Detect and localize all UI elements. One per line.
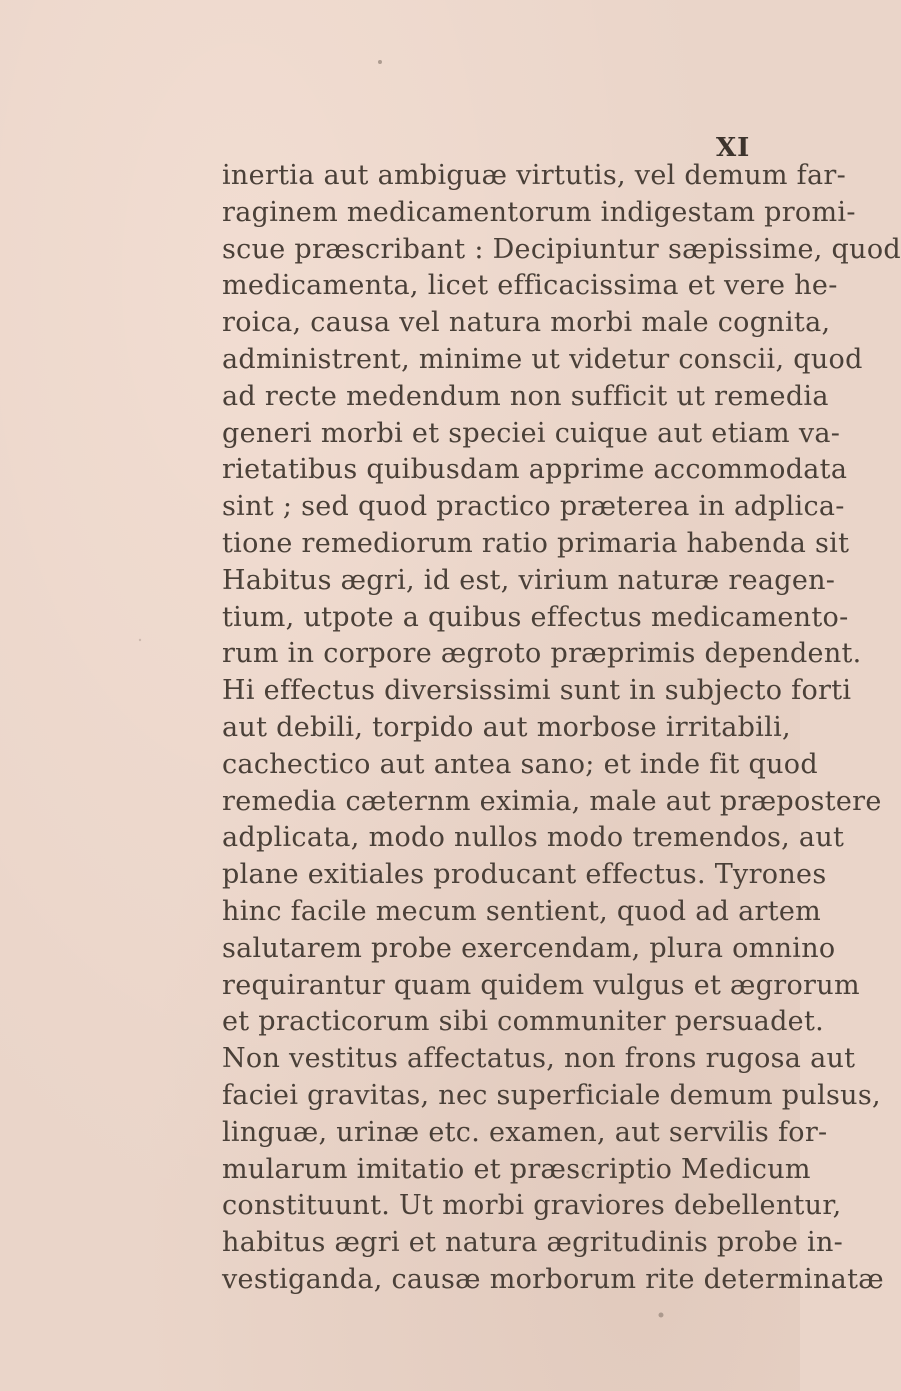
text-line: plane exitiales producant effectus. Tyrones — [222, 859, 827, 891]
text-line: generi morbi et speciei cuique aut etiam va- — [222, 417, 841, 449]
text-line: inertia aut ambiguæ virtutis, vel demum far- — [222, 160, 846, 191]
text-line: linguæ, urinæ etc. examen, aut servilis for- — [222, 1116, 828, 1148]
text-line: adplicata, modo nullos modo tremendos, aut — [222, 822, 845, 854]
text-line: hinc facile mecum sentient, quod ad artem — [222, 895, 822, 927]
text-line: Hi effectus diversissimi sunt in subjecto forti — [222, 675, 852, 707]
text-line: et practicorum sibi communiter persuadet. — [222, 1006, 824, 1038]
text-line: vestiganda, causæ morborum rite determinatæ — [222, 1263, 884, 1295]
text-line: constituunt. Ut morbi graviores debellentur, — [222, 1190, 842, 1222]
text-line: administrent, minime ut videtur conscii, quod — [222, 343, 863, 375]
text-line: Habitus ægri, id est, virium naturæ reagen- — [222, 564, 836, 596]
text-line: medicamenta, licet efficacissima et vere he- — [222, 270, 838, 302]
text-line: mularum imitatio et præscriptio Medicum — [222, 1153, 811, 1185]
text-line: ad recte medendum non sufficit ut remedia — [222, 380, 829, 412]
text-line: salutarem probe exercendam, plura omnino — [222, 932, 836, 964]
text-line: tium, utpote a quibus effectus medicamento- — [222, 601, 849, 633]
page-number: XI — [716, 133, 751, 163]
text-line: faciei gravitas, nec superficiale demum pulsus, — [222, 1079, 881, 1111]
body-text — [222, 158, 901, 1299]
text-line: requirantur quam quidem vulgus et ægrorum — [222, 969, 860, 1001]
text-line: rum in corpore ægroto præprimis dependent. — [222, 638, 862, 670]
text-line: tione remediorum ratio primaria habenda sit — [222, 527, 850, 559]
text-line: Non vestitus affectatus, non frons rugosa aut — [222, 1043, 856, 1075]
text-line: roica, causa vel natura morbi male cognita, — [222, 307, 831, 339]
text-line: rietatibus quibusdam apprime accommodata — [222, 454, 848, 486]
text-line: cachectico aut antea sano; et inde fit quod — [222, 748, 818, 780]
text-line: raginem medicamentorum indigestam promi- — [222, 196, 856, 228]
text-line: aut debili, torpido aut morbose irritabili, — [222, 711, 791, 743]
text-line: remedia cæternm eximia, male aut præpostere — [222, 785, 882, 817]
text-line: sint ; sed quod practico præterea in adplica- — [222, 491, 845, 523]
text-line: habitus ægri et natura ægritudinis probe in- — [222, 1227, 844, 1259]
text-line: scue præscribant : Decipiuntur sæpissime, quod — [222, 233, 901, 265]
